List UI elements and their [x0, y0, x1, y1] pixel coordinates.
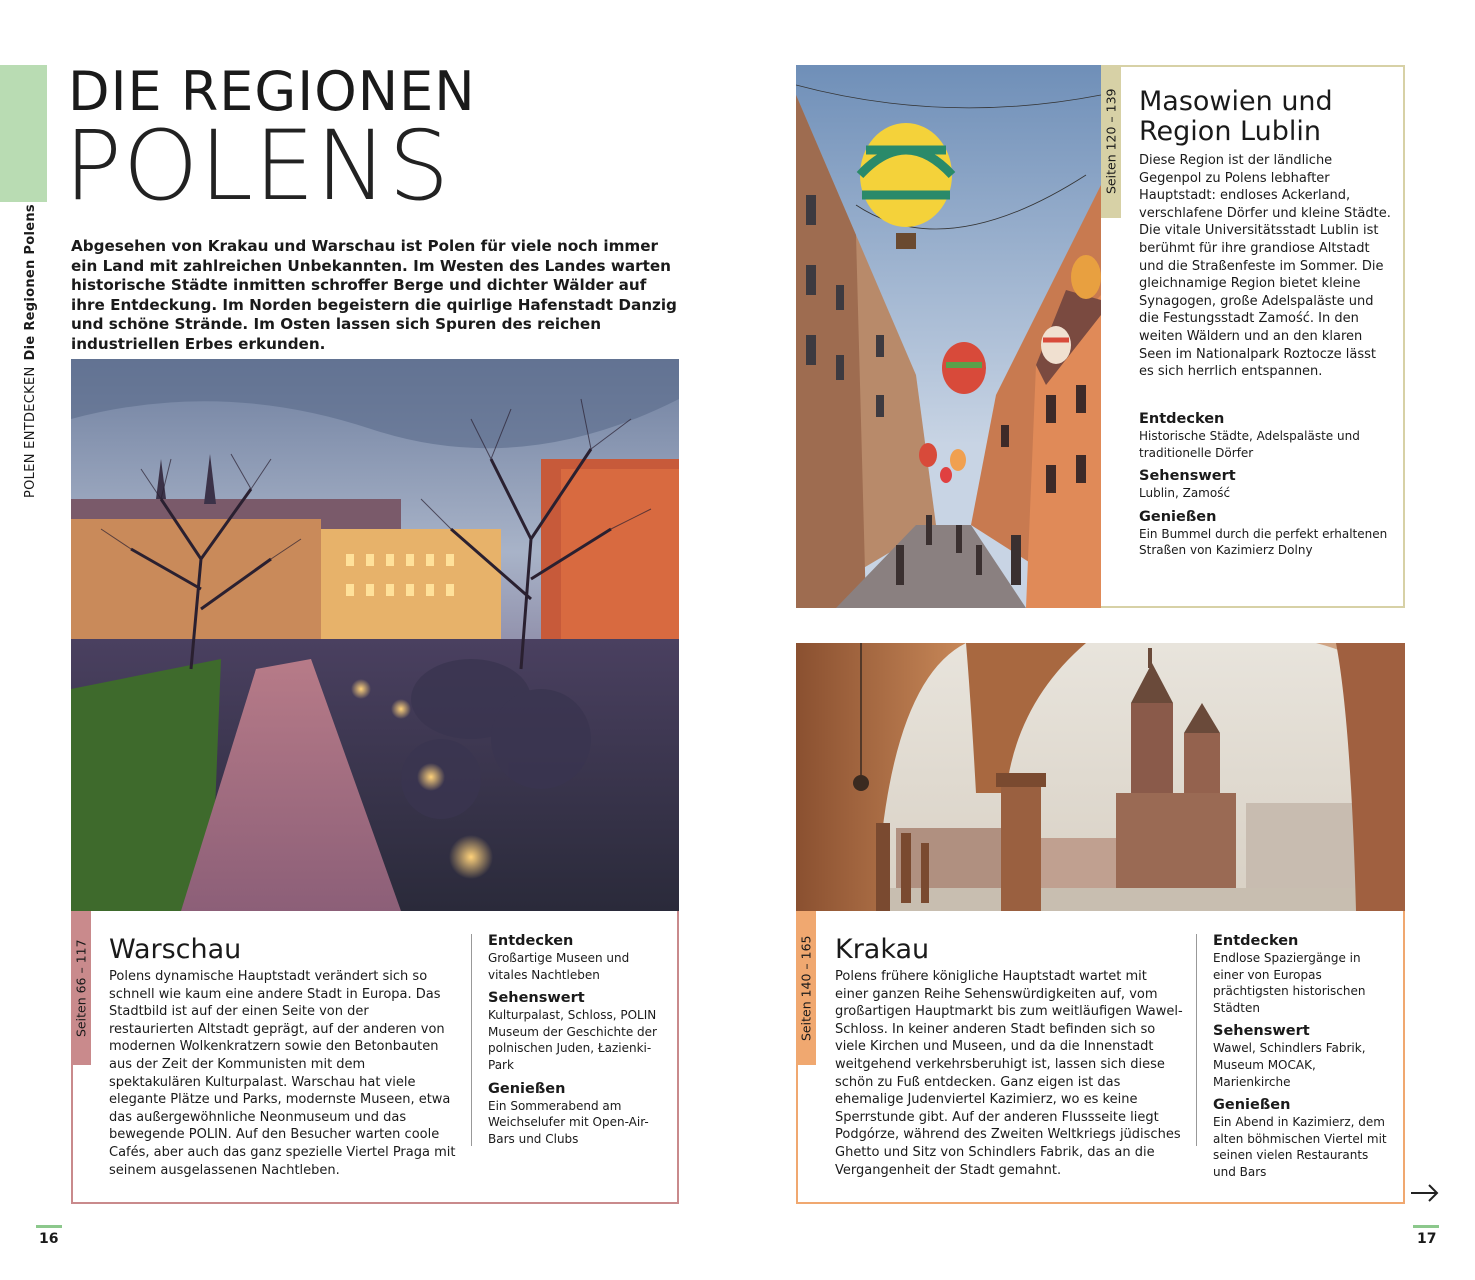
arrow-right-icon[interactable]	[1410, 1181, 1440, 1209]
masowien-facts	[1139, 404, 1393, 559]
warschau-photo	[71, 359, 679, 911]
krakau-text: Polens frühere königliche Hauptstadt wartet mit einer ganzen Reihe Sehenswürdigkeiten auf, vom großartigen Hauptmarkt bis zum weitläufigen Wawel-Schloss. In keiner anderen Stadt befinden sich so viele Kirchen und Museen, und da die Innenstadt weitgehend verkehrsberuhigt ist, lassen sich diese schön zu Fuß entdecken. Ganz eigen ist das ehemalige Judenviertel Kazimierz, wo es keine Sperrstunde gibt. Auf der anderen Flussseite liegt Podgórze, während des Zweiten Weltkriegs jüdisches Ghetto und Sitz von Schindlers Fabrik, das an die Vergangenheit der Stadt gemahnt.	[835, 969, 1183, 1178]
page-number-bar-left	[36, 1225, 62, 1228]
krakau-entdecken-heading: Entdecken	[1213, 933, 1299, 949]
krakau-title: Krakau	[835, 934, 930, 965]
masowien-geniessen-text: Ein Bummel durch die perfekt erhaltenen Straßen von Kazimierz Dolny	[1139, 526, 1388, 558]
warschau-sehenswert-heading: Sehenswert	[488, 990, 585, 1007]
krakau-divider	[1196, 934, 1197, 1146]
warschau-title: Warschau	[109, 934, 242, 965]
masowien-sehenswert-heading: Sehenswert	[1139, 468, 1236, 485]
krakau-geniessen-text: Ein Abend in Kazimierz, dem alten böhmischen Viertel mit seinen vielen Restaurants und Bars	[1213, 1115, 1387, 1179]
krakau-sehenswert-text: Wawel, Schindlers Fabrik, Museum MOCAK, Marienkirche	[1213, 1041, 1366, 1089]
intro-paragraph: Abgesehen von Krakau und Warschau ist Polen für viele noch immer ein Land mit zahlreichen Unbekannten. Im Westen des Landes warten historische Städte inmitten schroffer Berge und dichter Wälder auf ihre Entdeckung. Im Norden begeistern die quirlige Hafenstadt Danzig und schöne Strände. Im Osten lassen sich Spuren des reichen industriellen Erbes erkunden.	[71, 237, 677, 353]
krakau-sehenswert-heading: Sehenswert	[1213, 1023, 1310, 1040]
running-header	[23, 204, 38, 498]
warschau-page-range: Seiten 66 – 117	[71, 911, 91, 1065]
running-header-chapter: Die Regionen Polens	[23, 204, 38, 361]
masowien-sehenswert-text: Lublin, Zamość	[1139, 486, 1231, 501]
krakau-entdecken-text: Endlose Spaziergänge in einer von Europas prächtigsten historischen Städten	[1213, 951, 1366, 1015]
page-title-line2: POLENS	[64, 110, 451, 222]
masowien-text: Diese Region ist der ländliche Gegenpol zu Polens lebhafter Hauptstadt: endloses Ackerland, verschlafene Dörfer und kleine Städte. Die vitale Universitätsstadt Lublin ist berühmt für ihre grandiose Altstadt und die Straßenfeste im Sommer. Die gleichnamige Region bietet kleine Synagogen, große Adelspaläste und die Festungsstadt Zamość. In den weiten Wäldern und an den klaren Seen im Nationalpark Roztocze lässt es sich herrlich entspannen.	[1139, 153, 1391, 380]
warschau-geniessen-heading: Genießen	[488, 1080, 566, 1097]
running-header-section: POLEN ENTDECKEN	[23, 366, 38, 498]
page-title-line1: DIE REGIONEN	[68, 60, 476, 123]
masowien-page-range: Seiten 120 – 139	[1101, 65, 1121, 218]
section-color-tab	[0, 65, 47, 202]
krakau-photo	[796, 643, 1405, 911]
masowien-geniessen-heading: Genießen	[1139, 508, 1217, 525]
warschau-facts	[488, 926, 658, 1147]
masowien-photo	[796, 65, 1101, 608]
page-number-bar-right	[1413, 1225, 1439, 1228]
krakau-page-range: Seiten 140 – 165	[796, 911, 816, 1065]
krakau-geniessen-heading: Genießen	[1213, 1097, 1291, 1114]
krakau-facts	[1213, 926, 1393, 1181]
page-number-left: 16	[39, 1231, 59, 1247]
masowien-title: Masowien und Region Lublin	[1139, 86, 1333, 147]
warschau-entdecken-heading: Entdecken	[488, 933, 574, 949]
warschau-entdecken-text: Großartige Museen und vitales Nachtleben	[488, 951, 630, 982]
warschau-divider	[471, 934, 472, 1146]
masowien-entdecken-text: Historische Städte, Adelspaläste und traditionelle Dörfer	[1139, 429, 1360, 460]
warschau-text: Polens dynamische Hauptstadt verändert sich so schnell wie kaum eine andere Stadt in Europa. Das Stadtbild ist auf der einen Seite von der restaurierten Altstadt geprägt, auf der anderen von modernen Wolkenkratzern sowie den Betonbauten aus der Zeit der Kommunisten mit dem spektakulären Kulturpalast. Warschau hat viele elegante Plätze und Parks, modernste Museen, etwa das außergewöhnliche Neonmuseum und das bewegende POLIN. Auf den Besucher warten coole Cafés, aber auch das ganz spezielle Viertel Praga mit seinem ausgelassenen Nachtleben.	[109, 969, 456, 1178]
warschau-sehenswert-text: Kulturpalast, Schloss, POLIN Museum der Geschichte der polnischen Juden, Łazienki-Park	[488, 1008, 657, 1072]
warschau-geniessen-text: Ein Sommerabend am Weichselufer mit Open-Air-Bars und Clubs	[488, 1098, 649, 1146]
page-number-right: 17	[1417, 1231, 1437, 1247]
masowien-entdecken-heading: Entdecken	[1139, 411, 1225, 427]
